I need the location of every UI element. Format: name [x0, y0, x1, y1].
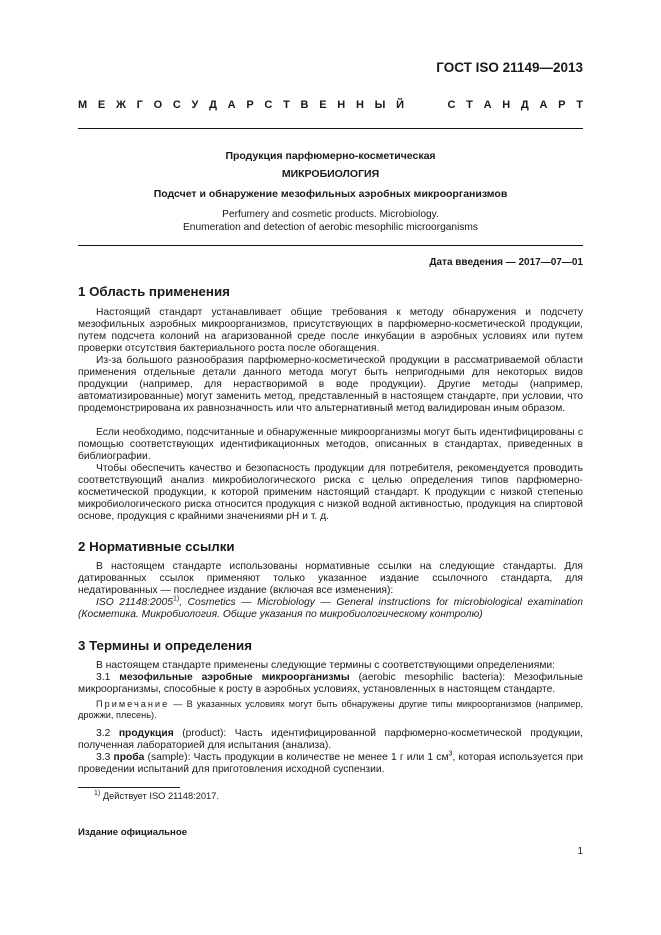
heading-letter: В: [300, 99, 309, 111]
section-1-paragraph-2: Из-за большого разнообразия парфюмерно-косметической продукции в рассматриваемой области применения отдельные детали данного метода могут быть непригодными для некоторых видов продукции (например, для нерастворимой в воде продукции). Другие методы (например, автоматизированные) могут заменить метод, представленный в настоящем стандарте, при условии, что продемонстрирована их равнозначность или что альтернативный метод валидирован иным образом.: [78, 355, 583, 414]
normative-reference: [78, 597, 583, 621]
heading-letter: Ы: [374, 99, 386, 111]
footnote-mark: 1): [172, 595, 180, 603]
heading-letter: Т: [466, 99, 473, 111]
section-3-intro: В настоящем стандарте применены следующие термины с соответствующими определениями:: [96, 660, 556, 671]
heading-letter: Й: [396, 99, 405, 111]
reference-code: ISO 21148:2005: [96, 597, 173, 608]
footnote: [94, 791, 219, 801]
section-3-heading: 3 Термины и определения: [78, 638, 252, 653]
standard-type-heading: [78, 99, 583, 111]
term-definition: (product): Часть идентифицированной парфюмерно-косметической продукции, полученная лабораторией для испытания (анализа).: [78, 728, 583, 751]
heading-letter: А: [539, 99, 548, 111]
title-category: Продукция парфюмерно-косметическая: [225, 150, 436, 162]
heading-letter: Р: [558, 99, 566, 111]
note-label: Примечание: [96, 699, 170, 709]
term-name: проба: [113, 752, 145, 763]
footnote-rule: [78, 787, 180, 788]
term-name: мезофильные аэробные микроорганизмы: [119, 672, 350, 683]
heading-letter: Е: [97, 99, 106, 111]
title-english-2: Enumeration and detection of aerobic mesophilic microorganisms: [182, 222, 479, 233]
heading-letter: А: [483, 99, 492, 111]
heading-letter: Г: [136, 99, 143, 111]
heading-letter: Н: [337, 99, 346, 111]
heading-letter: М: [78, 99, 88, 111]
word-gap: [415, 99, 437, 111]
heading-letter: Ж: [115, 99, 126, 111]
heading-letter: О: [153, 99, 163, 111]
term-definition-end: , которая используется при проведении испытаний для приготовления исходной суспензии.: [78, 752, 584, 775]
section-2-paragraph-1: В настоящем стандарте использованы нормативные ссылки на следующие стандарты. Для датированных ссылок применяют только указанное издание ссылочного стандарта, для недатированных — последнее издание (включая все изменения):: [78, 561, 583, 596]
heading-letter: С: [447, 99, 456, 111]
section-1-heading: 1 Область применения: [78, 284, 230, 299]
page-number: 1: [577, 846, 583, 857]
heading-letter: С: [172, 99, 181, 111]
heading-letter: Н: [502, 99, 511, 111]
heading-letter: Т: [283, 99, 290, 111]
term-3-1: [78, 672, 583, 696]
term-3-3: [78, 752, 583, 776]
header-rule: [78, 128, 583, 129]
heading-letter: Н: [355, 99, 364, 111]
heading-letter: Д: [520, 99, 529, 111]
term-number: 3.3: [96, 752, 114, 763]
section-1-paragraph-3: Если необходимо, подсчитанные и обнаруженные микроорганизмы могут быть идентифицированы с помощью соответствующих идентификационных методов, описанных в стандартах, приведенных в библиографии.: [78, 427, 583, 462]
section-1-paragraph-4: Чтобы обеспечить качество и безопасность продукции для потребителя, рекомендуется проводить соответствующий анализ микробиологического риска с целью определения типов парфюмерно-косметической продукции, к которой применим настоящий стандарт. К продукции с низкой степенью микробиологического риска относится продукция с низкой водной активностью, продукция на спиртовой основе, продукция с крайними значениями pH и т. д.: [78, 463, 583, 522]
heading-letter: А: [227, 99, 236, 111]
term-definition: (aerobic mesophilic bacteria): Мезофильные микроорганизмы, способные к росту в аэробных условиях, установленных в настоящем стандарте.: [78, 672, 583, 695]
standard-code: ГОСТ ISO 21149—2013: [436, 60, 583, 75]
title-main: МИКРОБИОЛОГИЯ: [281, 168, 380, 180]
title-english-1: Perfumery and cosmetic products. Microbiology.: [222, 209, 439, 220]
term-name: продукция: [118, 728, 174, 739]
title-rule: [78, 245, 583, 246]
note: [78, 699, 583, 721]
superscript: 3: [448, 750, 453, 758]
term-number: 3.1: [96, 672, 120, 683]
note-text: — В указанных условиях могут быть обнаружены другие типы микроорганизмов (например, дрожжи, плесень).: [78, 699, 583, 720]
heading-letter: Т: [576, 99, 583, 111]
footnote-mark: 1): [94, 789, 101, 797]
heading-letter: Д: [209, 99, 217, 111]
term-3-2: [78, 728, 583, 752]
official-edition-label: Издание официальное: [78, 827, 188, 838]
section-1-paragraph-1: Настоящий стандарт устанавливает общие требования к методу обнаружения и подсчету мезофильных аэробных микроорганизмов, присутствующих в парфюмерно-косметической продукции, путем подсчета колоний на агаризованной среде после инкубации в аэробных условиях или путем проверки отсутствия бактериального роста после обогащения.: [78, 307, 583, 354]
heading-letter: Е: [319, 99, 327, 111]
heading-letter: С: [264, 99, 273, 111]
term-number: 3.2: [96, 728, 119, 739]
footnote-text: Действует ISO 21148:2017.: [100, 791, 219, 801]
heading-letter: У: [191, 99, 199, 111]
term-definition: (sample): Часть продукции в количестве не менее 1 г или 1 см: [144, 752, 449, 763]
heading-letter: Р: [246, 99, 254, 111]
title-subtitle: Подсчет и обнаружение мезофильных аэробных микроорганизмов: [153, 188, 508, 200]
section-2-heading: 2 Нормативные ссылки: [78, 539, 235, 554]
reference-text: , Cosmetics — Microbiology — General instructions for microbiological examination (Косметика. Микробиология. Общие указания по микробиологическому контролю): [78, 597, 583, 620]
introduction-date: Дата введения — 2017—07—01: [429, 257, 583, 268]
